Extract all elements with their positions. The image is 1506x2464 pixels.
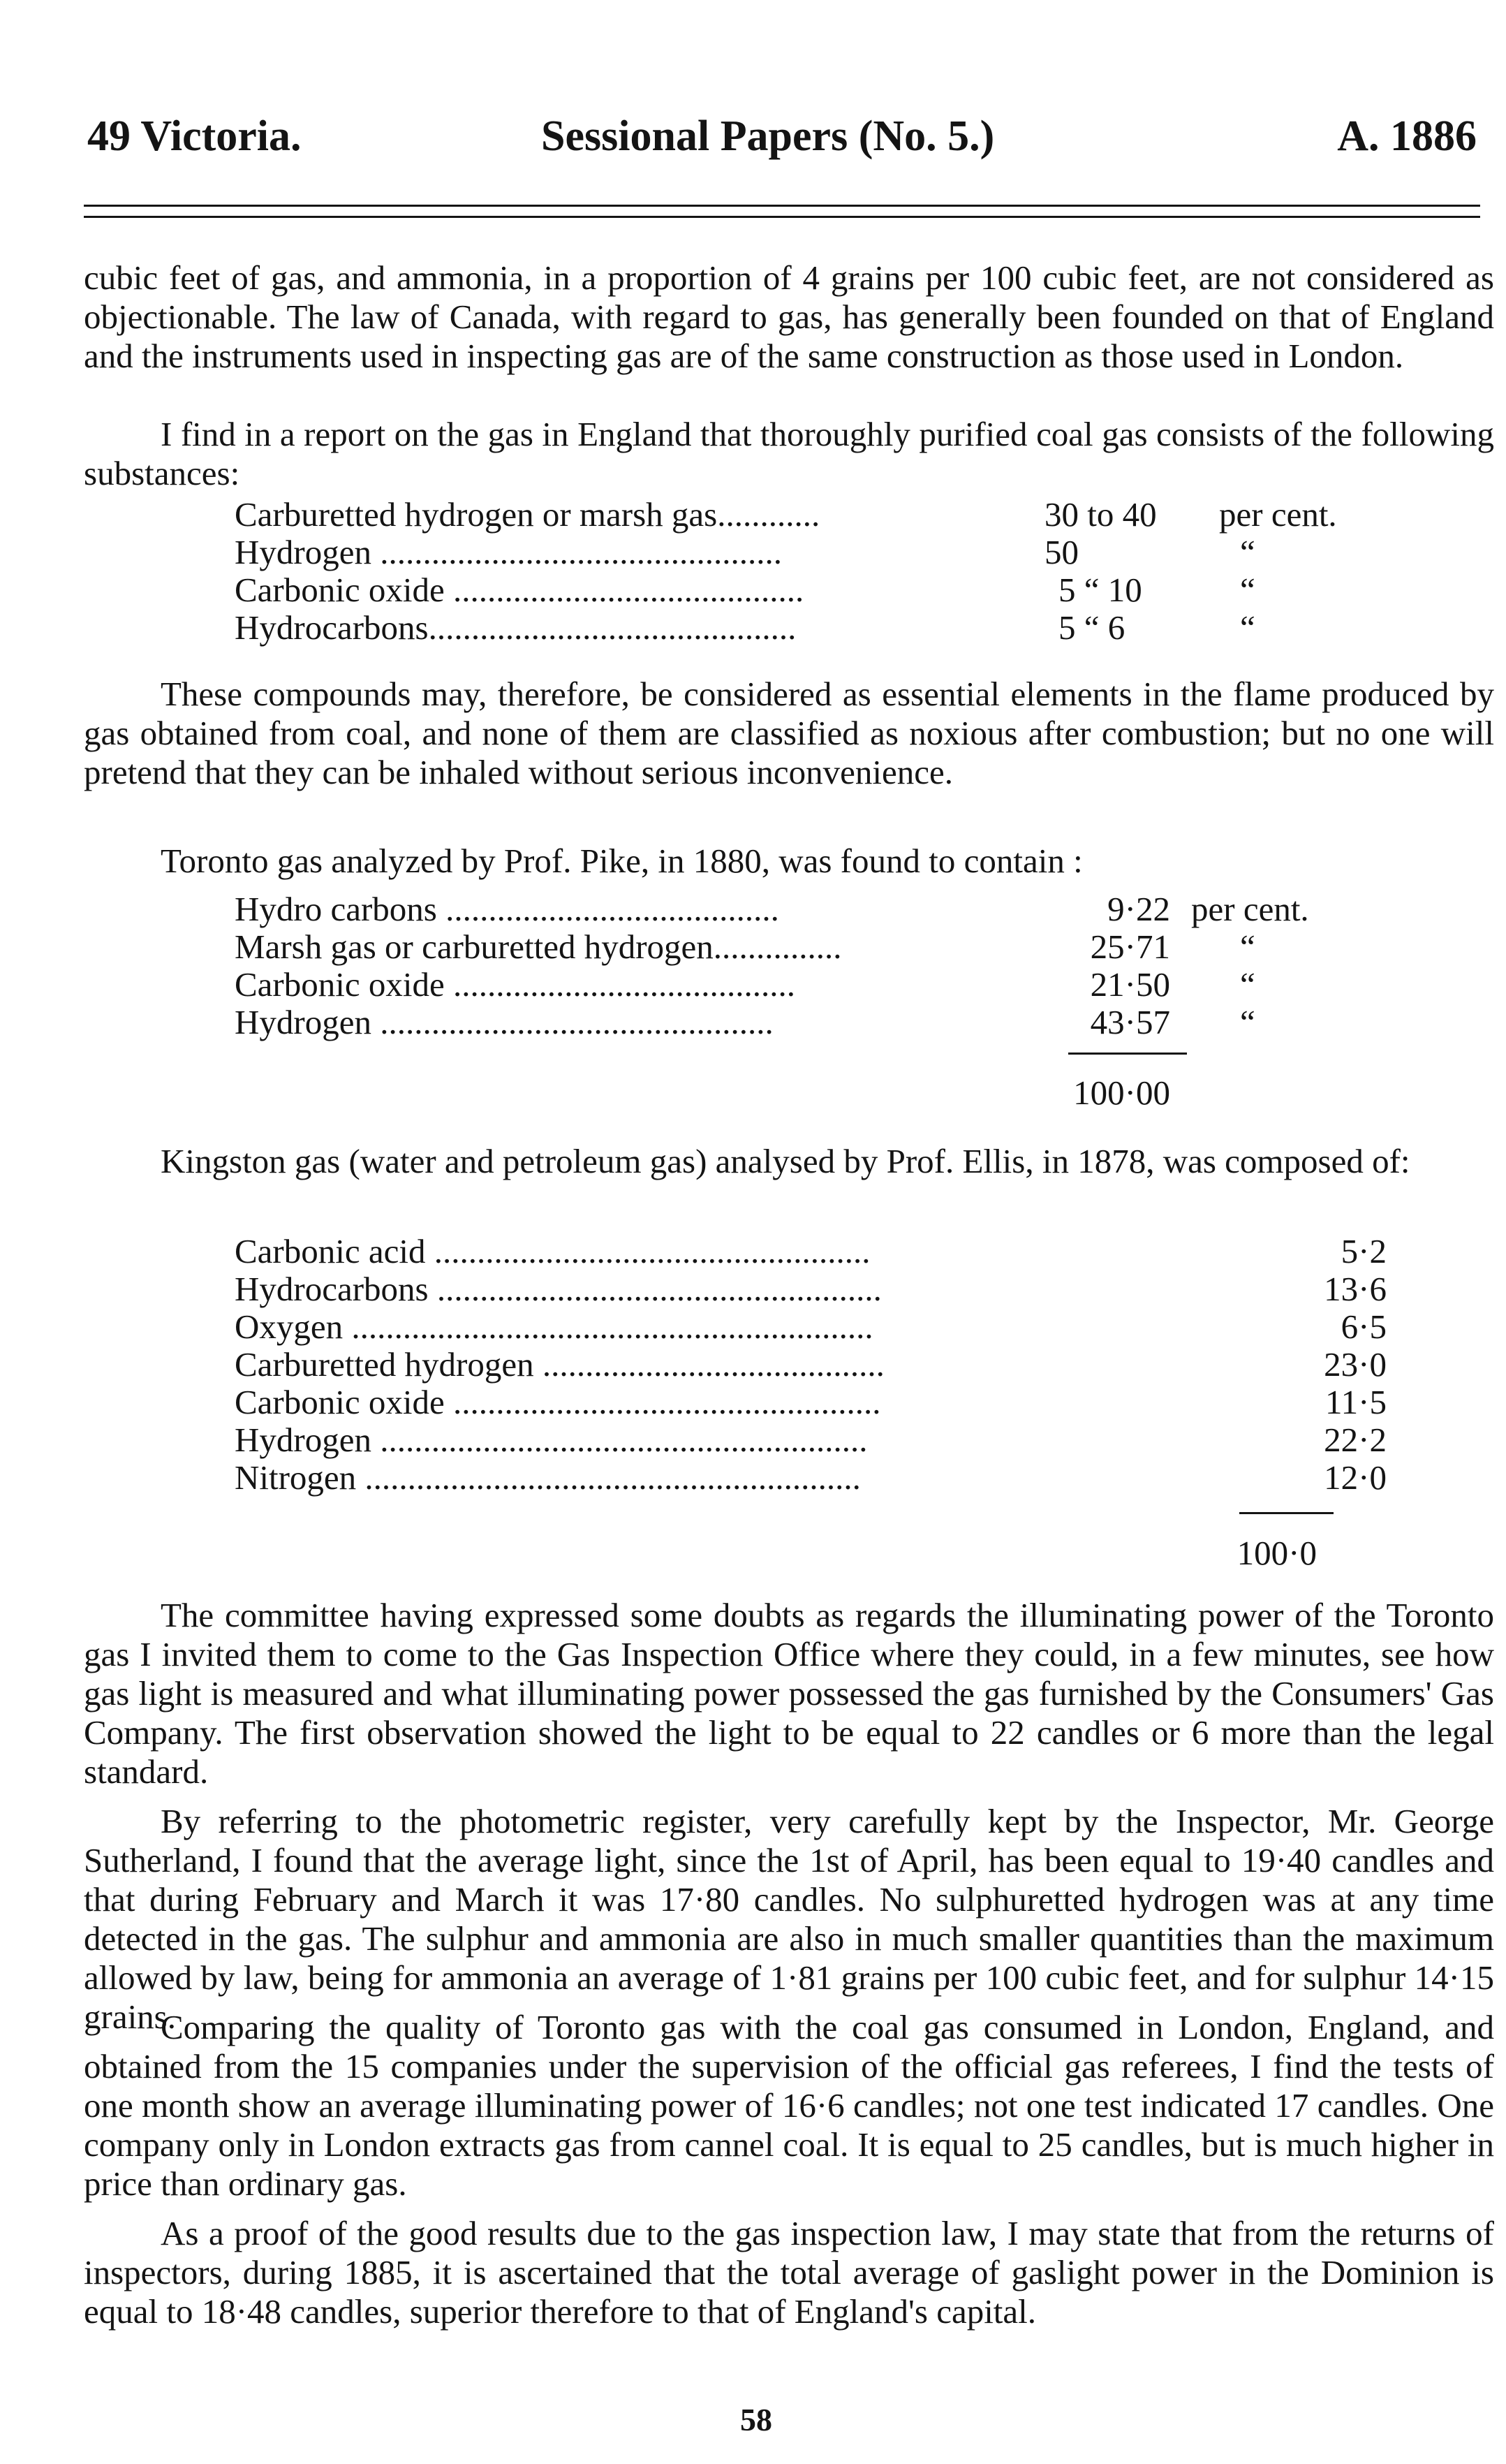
substance-value: 5·2 (1341, 1232, 1387, 1270)
substance-unit: “ (1240, 608, 1255, 647)
kingston-total: 100·0 (1236, 1534, 1317, 1572)
paragraph-2: I find in a report on the gas in England that thoroughly purified coal gas consists of the following substances: (84, 415, 1494, 492)
header-title: Sessional Papers (No. 5.) (541, 112, 995, 160)
paragraph-7: By referring to the photometric register, very carefully kept by the Inspector, Mr. George Sutherland, I found that the average light, since the 1st of April, has been equal to 19·40 candles and that during February and March it was 17·80 candles. No sulphuretted hydrogen was at any time detected in the gas. The sulphur and ammonia are also in much smaller quantities than the maximum allowed by law, being for ammonia an average of 1·81 grains per 100 cubic feet, and for sulphur 14·15 grains. (84, 1802, 1494, 2036)
substance-value: 5 “ 10 (1058, 571, 1142, 609)
header-rule-bottom (84, 216, 1480, 218)
header-volume: 49 Victoria. (87, 112, 302, 160)
paragraph-4: Toronto gas analyzed by Prof. Pike, in 1880, was found to contain : (161, 842, 1083, 880)
substance-name: Hydrogen .............................................. (235, 1003, 774, 1041)
substance-value: 43·57 (1090, 1003, 1170, 1041)
substance-name: Carburetted hydrogen ........................................ (235, 1345, 885, 1384)
substance-unit: “ (1240, 533, 1255, 571)
substance-name: Marsh gas or carburetted hydrogen............... (235, 927, 842, 966)
substance-value: 12·0 (1324, 1458, 1387, 1497)
substance-unit: “ (1240, 571, 1255, 609)
substance-value: 23·0 (1324, 1345, 1387, 1384)
substance-value: 25·71 (1090, 927, 1170, 966)
substance-unit: “ (1240, 1003, 1255, 1041)
kingston-total-rule (1239, 1512, 1334, 1514)
substance-name: Carbonic oxide ........................................ (235, 965, 795, 1004)
substance-value: 5 “ 6 (1058, 608, 1125, 647)
substance-name: Hydrocarbons........................................... (235, 608, 797, 647)
substance-name: Nitrogen .......................................................... (235, 1458, 861, 1497)
substance-name: Carburetted hydrogen or marsh gas............ (235, 495, 820, 534)
paragraph-9: As a proof of the good results due to the gas inspection law, I may state that from the returns of inspectors, during 1885, it is ascertained that the total average of gaslight power in the Dominion is equal to 18·48 candles, superior therefore to that of England's capital. (84, 2214, 1494, 2331)
substance-value: 6·5 (1341, 1307, 1387, 1346)
toronto-total-rule (1068, 1053, 1187, 1055)
substance-unit: per cent. (1191, 890, 1309, 928)
substance-name: Carbonic acid ................................................... (235, 1232, 871, 1270)
page-header (87, 112, 1477, 168)
substance-value: 50 (1044, 533, 1079, 571)
substance-name: Hydrogen ......................................................... (235, 1421, 868, 1459)
substance-name: Oxygen ............................................................. (235, 1307, 873, 1346)
paragraph-6: The committee having expressed some doubts as regards the illuminating power of the Toronto gas I invited them to come to the Gas Inspection Office where they could, in a few minutes, see how gas light is measured and what illuminating power possessed the gas furnished by the Consumers' Gas Company. The first observation showed the light to be equal to 22 candles or 6 more than the legal standard. (84, 1596, 1494, 1791)
substance-value: 21·50 (1090, 965, 1170, 1004)
substance-name: Hydro carbons ....................................... (235, 890, 779, 928)
substance-value: 11·5 (1325, 1383, 1387, 1421)
paragraph-5: Kingston gas (water and petroleum gas) analysed by Prof. Ellis, in 1878, was composed of: (161, 1142, 1410, 1180)
substance-name: Hydrocarbons .................................................... (235, 1270, 882, 1308)
header-rule-top (84, 205, 1480, 207)
substance-value: 9·22 (1107, 890, 1170, 928)
substance-unit: “ (1240, 927, 1255, 966)
substance-unit: “ (1240, 965, 1255, 1004)
paragraph-1: cubic feet of gas, and ammonia, in a proportion of 4 grains per 100 cubic feet, are not considered as objectionable. The law of Canada, with regard to gas, has generally been founded on that of England and the instruments used in inspecting gas are of the same construction as those used in London. (84, 258, 1494, 375)
paragraph-8: Comparing the quality of Toronto gas with the coal gas consumed in London, England, and obtained from the 15 companies under the supervision of the official gas referees, I find the tests of one month show an average illuminating power of 16·6 candles; not one test indicated 17 candles. One company only in London extracts gas from cannel coal. It is equal to 25 candles, but is much higher in price than ordinary gas. (84, 2008, 1494, 2203)
substance-unit: per cent. (1219, 495, 1337, 534)
substance-name: Hydrogen ............................................... (235, 533, 782, 571)
substance-value: 13·6 (1324, 1270, 1387, 1308)
page-number: 58 (740, 2402, 772, 2437)
header-year: A. 1886 (1337, 112, 1477, 160)
substance-value: 22·2 (1324, 1421, 1387, 1459)
toronto-total: 100·00 (1073, 1073, 1170, 1112)
substance-value: 30 to 40 (1044, 495, 1157, 534)
substance-name: Carbonic oxide .................................................. (235, 1383, 881, 1421)
substance-name: Carbonic oxide ......................................... (235, 571, 804, 609)
paragraph-3: These compounds may, therefore, be considered as essential elements in the flame produced by gas obtained from coal, and none of them are classified as noxious after combustion; but no one will pretend that they can be inhaled without serious inconvenience. (84, 675, 1494, 791)
